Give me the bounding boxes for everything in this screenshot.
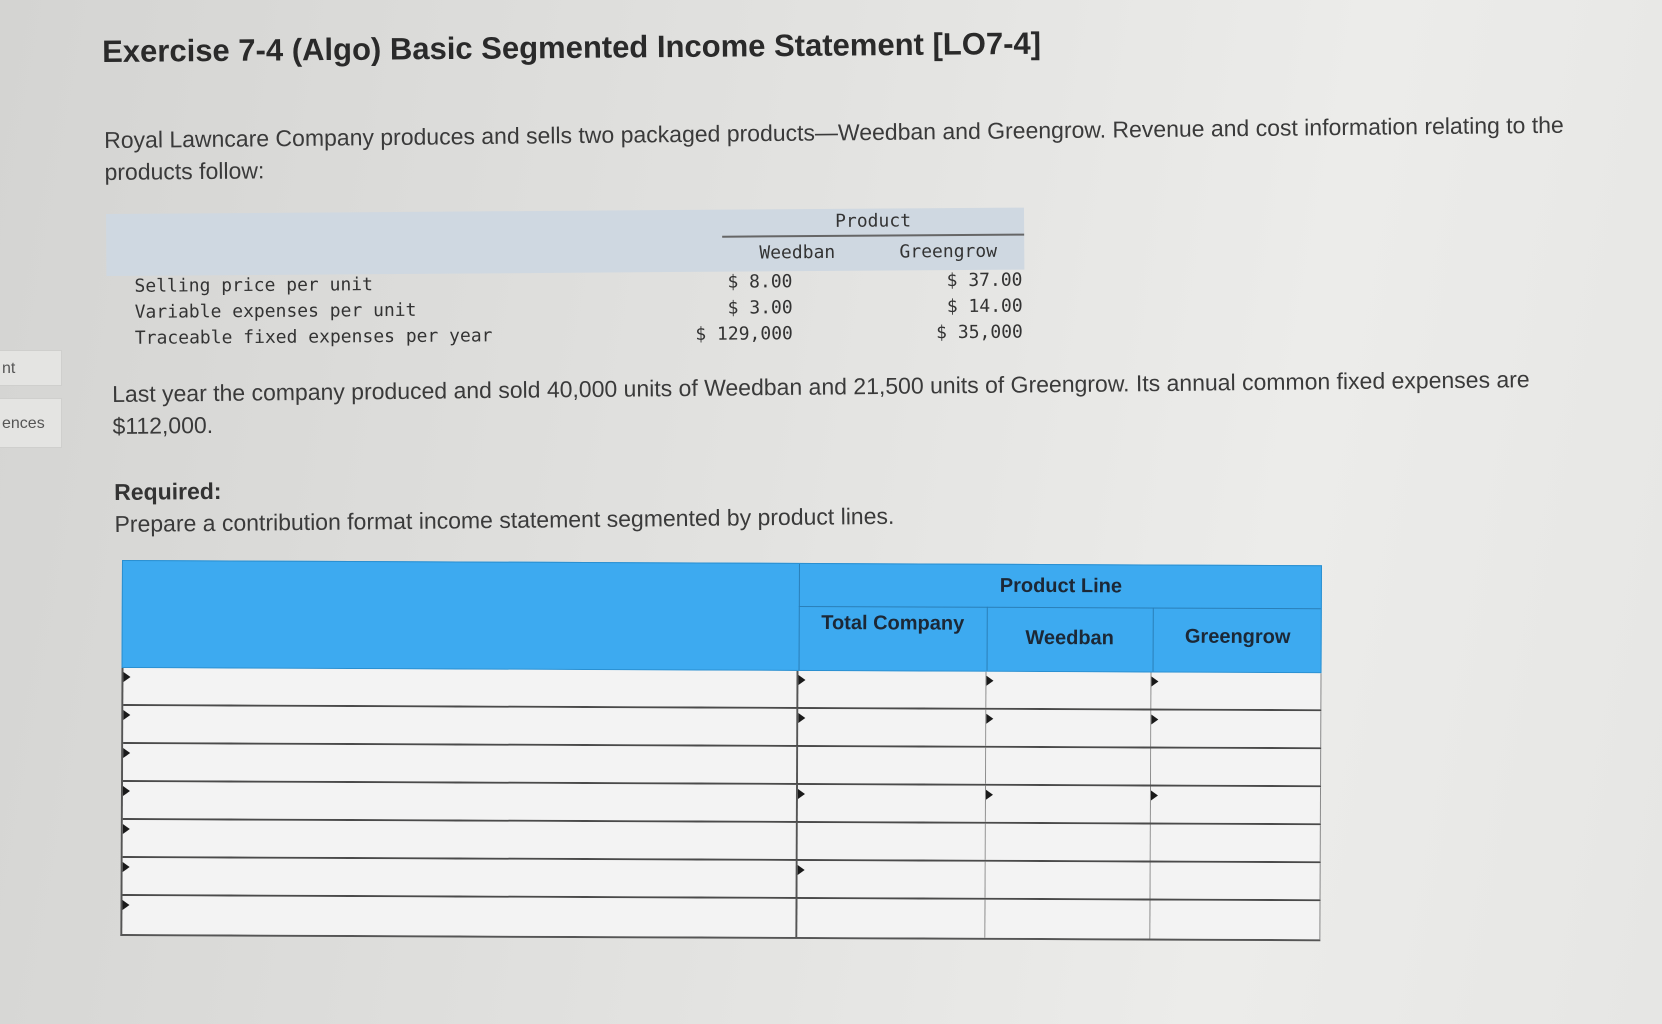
row-5-weedban-input[interactable] — [985, 824, 1150, 861]
row-2-greengrow-input[interactable] — [1151, 710, 1320, 747]
dropdown-marker-icon — [1151, 790, 1158, 800]
table-row — [123, 858, 1321, 901]
row-label: Variable expenses per unit — [134, 299, 417, 323]
table-row — [123, 706, 1321, 749]
greengrow-header: Greengrow — [1184, 625, 1291, 649]
dropdown-marker-icon — [123, 862, 130, 872]
row-4-total-input[interactable] — [798, 785, 985, 822]
row-4-greengrow-input[interactable] — [1151, 786, 1320, 823]
dropdown-marker-icon — [1152, 676, 1159, 686]
row-3-description-input[interactable] — [123, 744, 796, 783]
row-4-description-input[interactable] — [123, 782, 796, 821]
required-label: Required: — [114, 477, 222, 505]
sidebar-item-label: ences — [2, 415, 45, 432]
intro-text: Royal Lawncare Company produces and sells two packaged products—Weedban and Greengrow. Revenue and cost information relating to the products follow: — [104, 111, 1564, 185]
weedban-value: $ 8.00 — [727, 271, 793, 293]
dropdown-marker-icon — [123, 672, 130, 682]
dropdown-marker-icon — [798, 865, 805, 875]
row-7-weedban-input[interactable] — [985, 900, 1150, 939]
table-row — [123, 744, 1321, 787]
income-statement-answer-table — [120, 560, 1322, 945]
greengrow-value: $ 35,000 — [936, 321, 1023, 344]
product-table-header — [106, 208, 1024, 276]
greengrow-column-header: Greengrow — [899, 240, 998, 263]
dropdown-marker-icon — [798, 675, 805, 685]
dropdown-marker-icon — [122, 900, 129, 910]
row-2-total-input[interactable] — [798, 709, 985, 746]
dropdown-marker-icon — [798, 713, 805, 723]
required-text: Prepare a contribution format income statement segmented by product lines. — [114, 502, 895, 537]
row-6-total-input[interactable] — [797, 861, 984, 898]
row-2-weedban-input[interactable] — [986, 710, 1151, 747]
table-row — [123, 820, 1321, 863]
table-row — [123, 782, 1321, 825]
row-4-weedban-input[interactable] — [985, 786, 1150, 823]
table-row — [122, 896, 1320, 939]
greengrow-value: $ 37.00 — [946, 269, 1023, 292]
required-section — [114, 463, 1315, 540]
row-7-greengrow-input[interactable] — [1151, 900, 1320, 939]
row-1-greengrow-input[interactable] — [1152, 672, 1321, 709]
row-6-description-input[interactable] — [123, 858, 796, 897]
greengrow-value: $ 14.00 — [946, 295, 1023, 318]
row-3-total-input[interactable] — [798, 747, 985, 784]
total-company-header: Total Company — [821, 612, 965, 635]
product-data-table — [106, 208, 1025, 352]
dropdown-marker-icon — [986, 676, 993, 686]
dropdown-marker-icon — [986, 714, 993, 724]
sidebar-item-1[interactable] — [0, 350, 62, 386]
dropdown-marker-icon — [798, 789, 805, 799]
table-row — [107, 320, 1025, 352]
row-5-greengrow-input[interactable] — [1151, 824, 1320, 861]
row-3-greengrow-input[interactable] — [1151, 748, 1320, 785]
product-group-header: Product — [722, 208, 1024, 238]
row-3-weedban-input[interactable] — [986, 748, 1151, 785]
row-7-total-input[interactable] — [797, 899, 984, 938]
dropdown-marker-icon — [986, 790, 993, 800]
product-line-header: Product Line — [999, 574, 1123, 598]
dropdown-marker-icon — [123, 748, 130, 758]
row-6-weedban-input[interactable] — [985, 862, 1150, 899]
row-7-description-input[interactable] — [122, 896, 795, 937]
dropdown-marker-icon — [123, 824, 130, 834]
sidebar-item-2[interactable] — [0, 398, 62, 448]
dropdown-marker-icon — [123, 786, 130, 796]
header-divider — [799, 606, 1321, 609]
table-row — [123, 668, 1321, 711]
row-label: Traceable fixed expenses per year — [134, 325, 493, 349]
dropdown-marker-icon — [1152, 714, 1159, 724]
row-5-description-input[interactable] — [123, 820, 796, 859]
sidebar-item-label: nt — [2, 360, 16, 377]
weedban-column-header: Weedban — [759, 241, 836, 264]
weedban-value: $ 3.00 — [727, 297, 793, 319]
weedban-header: Weedban — [1025, 626, 1114, 650]
dropdown-marker-icon — [123, 710, 130, 720]
row-6-greengrow-input[interactable] — [1151, 862, 1320, 899]
row-5-total-input[interactable] — [798, 823, 985, 860]
info-text: Last year the company produced and sold 40,000 units of Weedban and 21,500 units of Greengrow. Its annual common fixed expenses are $112,000. — [112, 366, 1530, 439]
row-1-total-input[interactable] — [798, 671, 985, 708]
row-1-weedban-input[interactable] — [986, 672, 1151, 709]
row-1-description-input[interactable] — [123, 668, 796, 707]
row-2-description-input[interactable] — [123, 706, 796, 745]
weedban-value: $ 129,000 — [695, 323, 793, 345]
exercise-title: Exercise 7-4 (Algo) Basic Segmented Income Statement [LO7-4] — [102, 25, 1042, 69]
answer-table-header — [122, 560, 1322, 673]
row-label: Selling price per unit — [134, 274, 373, 297]
answer-table-body — [120, 668, 1321, 941]
